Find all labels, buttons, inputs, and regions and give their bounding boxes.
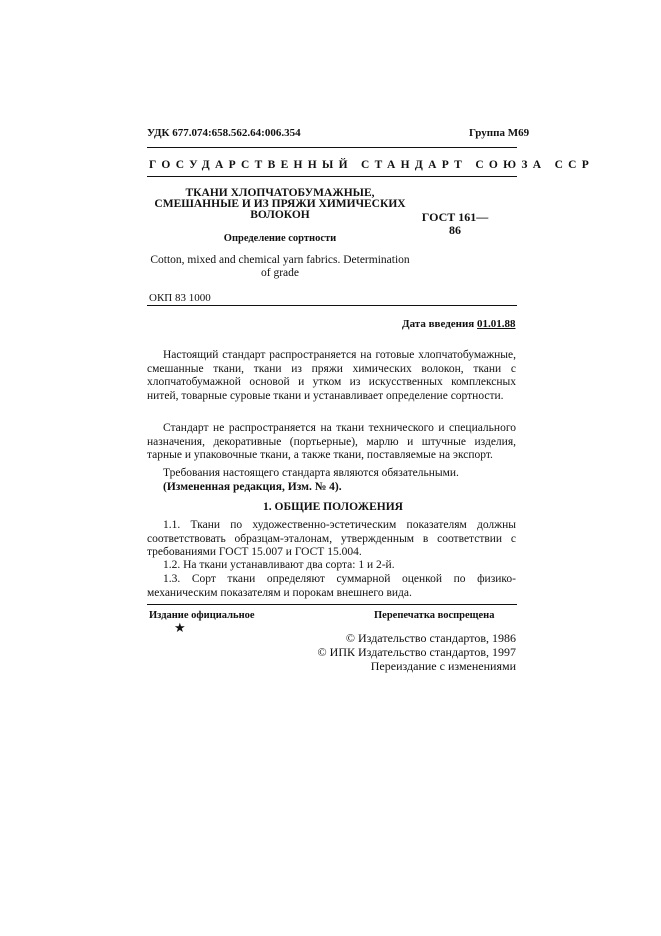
date-label: Дата введения (402, 318, 478, 330)
section-heading: 1. ОБЩИЕ ПОЛОЖЕНИЯ (263, 501, 403, 513)
paragraph-exclusions-text: Стандарт не распространяется на ткани технического и специального назначения, декоративные (портьерные), марлю и штучные изделия, тарные и упаковочные ткани, а также ткани, поставляемые на экспорт. (147, 422, 516, 461)
star-icon: ★ (174, 620, 186, 635)
banner-rule (147, 176, 517, 177)
clause-1-3 (147, 573, 516, 600)
official-edition-label: Издание официальное (149, 610, 255, 621)
paragraph-mandatory-text: Требования настоящего стандарта являются обязательными. (163, 467, 459, 479)
introduction-date (402, 318, 516, 330)
reissue-note: Переиздание с изменениями (370, 659, 516, 673)
state-standard-banner: ГОСУДАРСТВЕННЫЙ СТАНДАРТ СОЮЗА ССР (149, 159, 595, 171)
gost-number: ГОСТ 161—86 (421, 210, 489, 237)
paragraph-exclusions (147, 422, 516, 463)
group-code: Группа М69 (469, 127, 530, 139)
clause-1-1-text: 1.1. Ткани по художественно-эстетическим показателям должны соответствовать образцам-эталонам, утвержденным в соответствии с требованиями ГОСТ 15.007 и ГОСТ 15.004. (147, 519, 516, 558)
date-value: 01.01.88 (477, 318, 516, 330)
paragraph-mandatory (147, 467, 516, 481)
udk-code: УДК 677.074:658.562.64:006.354 (147, 127, 301, 139)
clause-1-2-text: 1.2. На ткани устанавливают два сорта: 1 и 2-й. (163, 559, 395, 571)
clause-1-1 (147, 519, 516, 560)
copyright-1986: © Издательство стандартов, 1986 (345, 631, 516, 645)
document-title: ТКАНИ ХЛОПЧАТОБУМАЖНЫЕ, СМЕШАННЫЕ И ИЗ ПРЯЖИ ХИМИЧЕСКИХ ВОЛОКОН (154, 187, 406, 221)
top-rule (147, 147, 517, 148)
clause-1-2 (147, 559, 516, 573)
paragraph-scope-text: Настоящий стандарт распространяется на готовые хлопчатобумажные, смешанные ткани, ткани из пряжи химических волокон, ткани с хлопчатобумажной основой и утком из искусственных комплексных нитей, товарные суровые ткани и устанавливает определение сортности. (147, 349, 516, 402)
copyright-1997: © ИПК Издательство стандартов, 1997 (317, 645, 516, 659)
english-title: Cotton, mixed and chemical yarn fabrics. Determination of grade (150, 254, 410, 279)
paragraph-amendment (147, 481, 516, 495)
okp-code: ОКП 83 1000 (149, 292, 211, 304)
clause-1-3-text: 1.3. Сорт ткани определяют суммарной оценкой по физико-механическим показателям и порокам внешнего вида. (147, 573, 516, 599)
document-subtitle: Определение сортности (223, 233, 337, 244)
footer-rule (147, 604, 517, 605)
paragraph-amendment-text: (Измененная редакция, Изм. № 4). (163, 481, 342, 493)
okp-rule (147, 305, 517, 306)
paragraph-scope (147, 349, 516, 403)
reprint-prohibited-label: Перепечатка воспрещена (374, 610, 495, 621)
